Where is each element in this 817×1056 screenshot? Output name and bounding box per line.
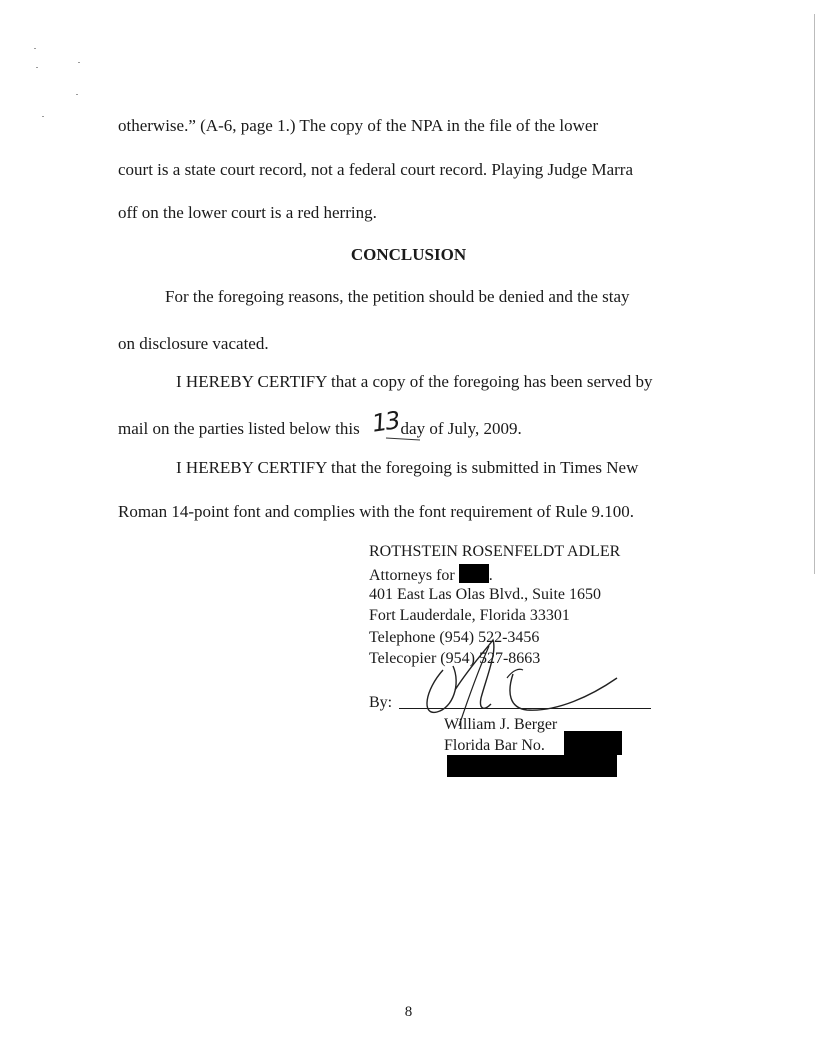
attorneys-for-period: . <box>488 567 493 584</box>
body-text-line: court is a state court record, not a federal court record. Playing Judge Marra <box>118 160 633 179</box>
certificate-font-line: Roman 14-point font and complies with the font requirement of Rule 9.100. <box>118 502 635 521</box>
telecopier-line: Telecopier (954) 527-8663 <box>369 650 541 667</box>
handwritten-signature <box>395 618 625 728</box>
address-line-2: Fort Lauderdale, Florida 33301 <box>369 607 570 624</box>
telephone-line: Telephone (954) 522-3456 <box>369 629 540 646</box>
section-heading: CONCLUSION <box>350 245 467 264</box>
firm-name: ROTHSTEIN ROSENFELDT ADLER <box>369 543 621 560</box>
handwritten-day: 13 <box>370 406 401 438</box>
scan-speck <box>36 67 38 68</box>
bar-number-line <box>444 736 545 755</box>
attorneys-for-line <box>369 564 493 585</box>
certificate-service-text: day of July, 2009. <box>400 419 522 438</box>
attorney-name: William J. Berger <box>444 716 558 733</box>
body-text-line: on disclosure vacated. <box>118 334 269 353</box>
redaction-box <box>564 731 622 755</box>
body-text-line: For the foregoing reasons, the petition should be denied and the stay <box>165 287 630 306</box>
scan-speck <box>76 94 78 95</box>
certificate-service-text: mail on the parties listed below this <box>118 419 360 438</box>
attorneys-for-label: Attorneys for <box>369 567 455 584</box>
body-text-line: otherwise.” (A-6, page 1.) The copy of the NPA in the file of the lower <box>118 116 599 135</box>
scan-speck <box>78 62 80 63</box>
bar-number-label: Florida Bar No. <box>444 737 545 754</box>
certificate-service-line: I HEREBY CERTIFY that a copy of the foregoing has been served by <box>176 372 653 391</box>
address-line-1: 401 East Las Olas Blvd., Suite 1650 <box>369 586 601 603</box>
redaction-box <box>447 755 617 777</box>
certificate-service-line <box>118 406 522 439</box>
page-number: 8 <box>404 1004 413 1020</box>
redaction-box <box>459 564 489 583</box>
by-label: By: <box>369 694 393 711</box>
scan-speck <box>34 48 36 49</box>
handwritten-underline <box>384 436 424 444</box>
scan-speck <box>42 116 44 117</box>
certificate-font-line: I HEREBY CERTIFY that the foregoing is submitted in Times New <box>176 458 639 477</box>
scan-edge-line <box>814 14 815 574</box>
body-text-line: off on the lower court is a red herring. <box>118 203 377 222</box>
